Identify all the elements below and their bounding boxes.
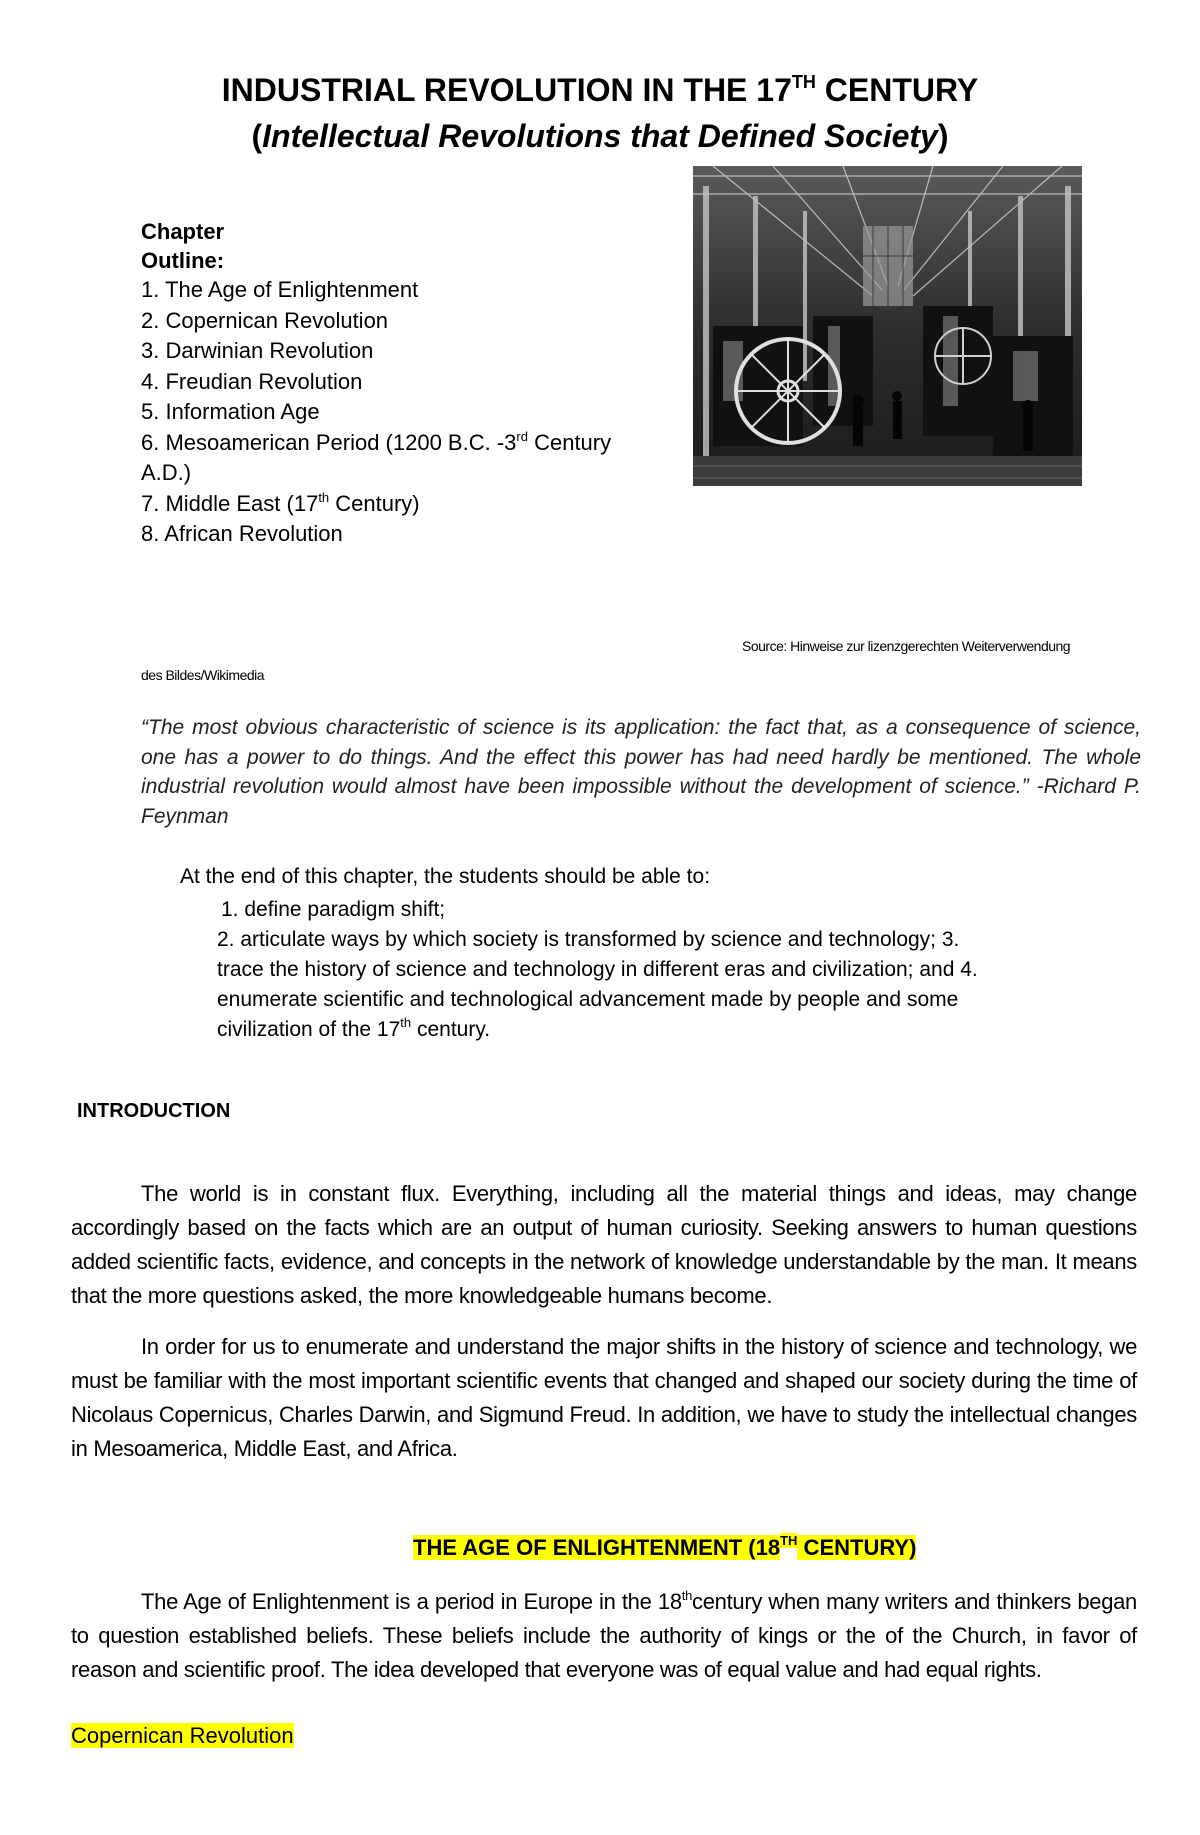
objective-item-5-text-end: century. <box>411 1018 491 1041</box>
feynman-quote: “The most obvious characteristic of science is its application: the fact that, as a consequence of science, one has a power to do things. And the effect this power has had need hardly be mentioned. The whole industrial revolution would almost have been impossible without the development of science.” -Richard P. Feynman <box>141 716 1141 828</box>
objective-item: 2. articulate ways by which society is transformed by science and technology; 3. <box>217 928 960 951</box>
outline-item-6 <box>141 428 681 459</box>
objectives-intro: At the end of this chapter, the students should be able to: <box>180 865 711 888</box>
subtitle-paren-open: ( <box>251 118 263 154</box>
outline-item-7-text-end: Century) <box>329 490 420 516</box>
outline-item: 8. African Revolution <box>141 521 343 546</box>
outline-item: 3. Darwinian Revolution <box>141 338 374 363</box>
subtitle-text: Intellectual Revolutions that Defined Society <box>262 118 938 154</box>
copernican-revolution-heading <box>71 1723 294 1749</box>
outline-item-7-sup: th <box>318 489 330 505</box>
outline-item: 1. The Age of Enlightenment <box>141 277 419 302</box>
objective-item: enumerate scientific and technological advancement made by people and some <box>217 988 959 1011</box>
objective-item-5-sup: th <box>400 1015 412 1030</box>
enlightenment-paragraph-text: The Age of Enlightenment is a period in Europe in the 18 <box>141 1589 682 1614</box>
introduction-paragraph-2: In order for us to enumerate and understand the major shifts in the history of science and technology, we must be familiar with the most important scientific events that changed and shaped our society during the time of Nicolaus Copernicus, Charles Darwin, and Sigmund Freud. In addition, we have to study the intellectual changes in Mesoamerica, Middle East, and Africa. <box>71 1334 1137 1461</box>
objective-item: 1. define paradigm shift; <box>221 898 446 921</box>
copernican-revolution-text: Copernican Revolution <box>71 1723 294 1748</box>
enlightenment-paragraph <box>71 1585 1137 1687</box>
enlightenment-heading-text: THE AGE OF ENLIGHTENMENT (18 <box>413 1535 781 1560</box>
introduction-paragraph-1: The world is in constant flux. Everything, including all the material things and ideas, may change accordingly based on the facts which are an output of human curiosity. Seeking answers to human questions added scientific facts, evidence, and concepts in the network of knowledge understandable by the man. It means that the more questions asked, the more knowledgeable humans become. <box>71 1181 1137 1308</box>
document-title <box>0 72 1200 109</box>
outline-item: 4. Freudian Revolution <box>141 368 363 394</box>
image-source-line2: des Bildes/Wikimedia <box>141 667 265 683</box>
outline-item-7 <box>141 489 681 520</box>
title-superscript: TH <box>791 72 816 92</box>
objective-item <box>217 1015 1097 1045</box>
outline-item-6-line2: A.D.) <box>141 460 192 485</box>
outline-item-6-sup: rd <box>516 428 528 444</box>
title-text-end: CENTURY <box>815 72 979 108</box>
outline-item: 2. Copernican Revolution <box>141 307 389 333</box>
title-text: INDUSTRIAL REVOLUTION IN THE 17 <box>221 72 792 108</box>
document-subtitle <box>0 118 1200 155</box>
objectives-list <box>217 895 1097 1045</box>
outline-heading-line2: Outline: <box>141 247 225 273</box>
outline-item-6-text: 6. Mesoamerican Period (1200 B.C. -3 <box>141 429 517 455</box>
enlightenment-heading-text-end: CENTURY) <box>797 1535 917 1560</box>
subtitle-paren-close: ) <box>937 118 949 154</box>
outline-heading-line1: Chapter <box>141 219 225 244</box>
enlightenment-heading-sup: TH <box>780 1533 798 1548</box>
image-source-line1: Source: Hinweise zur lizenzgerechten Weiterverwendung <box>742 638 1071 654</box>
industrial-factory-photo <box>693 166 1082 486</box>
chapter-outline <box>141 218 681 550</box>
outline-item: 5. Information Age <box>141 399 320 424</box>
enlightenment-paragraph-text-end: century when many writers and thinkers began to question established beliefs. These beliefs include the authority of kings or the of the Church, in favor of reason and scientific proof. The idea developed that everyone was of equal value and had equal rights. <box>71 1589 1137 1682</box>
outline-item-6-text-end: Century <box>527 429 612 455</box>
introduction-heading: INTRODUCTION <box>77 1100 231 1122</box>
outline-item-7-text: 7. Middle East (17 <box>141 490 319 516</box>
enlightenment-heading <box>413 1535 916 1561</box>
enlightenment-paragraph-sup: th <box>681 1588 693 1603</box>
objective-item-5-text: civilization of the 17 <box>217 1018 401 1041</box>
objective-item: trace the history of science and technology in different eras and civilization; and 4. <box>217 958 978 981</box>
